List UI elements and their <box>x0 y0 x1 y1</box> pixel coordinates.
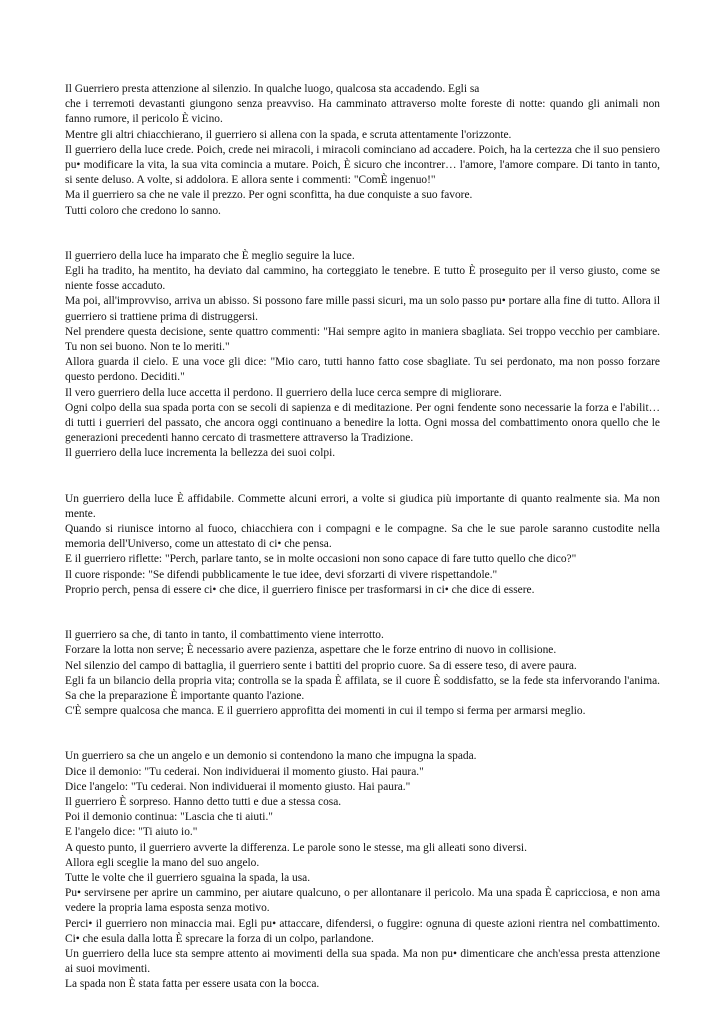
document-page <box>65 82 660 993</box>
text-line: che i terremoti devastanti giungono senza preavviso. Ha camminato attraverso molte foreste di notte: quando gli animali non fanno rumore, il pericolo È vicino. <box>65 98 660 126</box>
paragraph-section-1 <box>65 82 660 219</box>
text-line: Il guerriero È sorpreso. Hanno detto tutti e due a stessa cosa. <box>65 795 342 808</box>
text-line: E il guerriero riflette: "Perch, parlare tanto, se in molte occasioni non sono capace di fare tutto quello che dico?" <box>65 553 577 566</box>
text-line: Pu• servirsene per aprire un cammino, per aiutare qualcuno, o per allontanare il pericolo. Ma una spada È capricciosa, e non ama vedere la propria lama esposta senza motivo. <box>65 887 660 915</box>
text-line: Proprio perch, pensa di essere ci• che dice, il guerriero finisce per trasformarsi in ci• che dice di essere. <box>65 583 535 596</box>
text-line: Forzare la lotta non serve; È necessario avere pazienza, aspettare che le forze entrino di nuovo in collisione. <box>65 644 557 657</box>
text-line: Il vero guerriero della luce accetta il perdono. Il guerriero della luce cerca sempre di migliorare. <box>65 386 502 399</box>
text-line: Quando si riunisce intorno al fuoco, chiacchiera con i compagni e le compagne. Sa che le sue parole saranno custodite nella memoria dell'Universo, come un attestato di ci• che pensa. <box>65 523 660 551</box>
text-line: Ogni colpo della sua spada porta con se secoli di sapienza e di meditazione. Per ogni fendente sono necessarie la forza e l'abilit… di tutti i guerrieri del passato, che ancora oggi continuano a benedire la lotta. Ogni mossa del combattimento onora quello che le generazioni precedenti hanno cercato di trasmettere attraverso la Tradizione. <box>65 401 660 445</box>
text-line: Ma poi, all'improvviso, arriva un abisso. Si possono fare mille passi sicuri, ma un solo passo pu• portare alla fine di tutto. Allora il guerriero si trattiene prima di distruggersi. <box>65 295 660 323</box>
text-line: Il Guerriero presta attenzione al silenzio. In qualche luogo, qualcosa sta accadendo. Egli sa <box>65 83 480 95</box>
paragraph-section-3 <box>65 492 660 598</box>
text-line: Dice l'angelo: "Tu cederai. Non individuerai il momento giusto. Hai paura." <box>65 780 411 793</box>
text-line: Nel silenzio del campo di battaglia, il guerriero sente i battiti del proprio cuore. Sa di essere teso, di avere paura. <box>65 659 577 672</box>
text-line: Il guerriero della luce ha imparato che È meglio seguire la luce. <box>65 249 355 262</box>
text-line: Un guerriero della luce È affidabile. Commette alcuni errori, a volte si giudica più importante di quanto realmente sia. Ma non mente. <box>65 492 660 520</box>
text-line: Poi il demonio continua: "Lascia che ti aiuti." <box>65 811 273 824</box>
text-line: Tutte le volte che il guerriero sguaina la spada, la usa. <box>65 871 311 884</box>
text-line: Mentre gli altri chiacchierano, il guerriero si allena con la spada, e scruta attentamente l'orizzonte. <box>65 128 512 141</box>
text-line: Egli fa un bilancio della propria vita; controlla se la spada È affilata, se il cuore È soddisfatto, se la fede sta infervorando l'anima. Sa che la preparazione È importante quanto l'azione. <box>65 674 660 702</box>
text-line: Ma il guerriero sa che ne vale il prezzo. Per ogni sconfitta, ha due conquiste a suo favore. <box>65 189 473 202</box>
text-line: C'È sempre qualcosa che manca. E il guerriero approfitta dei momenti in cui il tempo si ferma per armarsi meglio. <box>65 705 586 718</box>
text-line: Un guerriero sa che un angelo e un demonio si contendono la mano che impugna la spada. <box>65 750 477 763</box>
text-line: E l'angelo dice: "Ti aiuto io." <box>65 826 198 839</box>
text-line: Il guerriero sa che, di tanto in tanto, il combattimento viene interrotto. <box>65 629 384 642</box>
paragraph-section-4 <box>65 628 660 719</box>
text-line: Il cuore risponde: "Se difendi pubblicamente le tue idee, devi sforzarti di vivere rispettandole." <box>65 568 498 581</box>
paragraph-section-5 <box>65 749 660 992</box>
text-line: Nel prendere questa decisione, sente quattro commenti: "Hai sempre agito in maniera sbagliata. Sei troppo vecchio per cambiare. Tu non sei buono. Non te lo meriti." <box>65 325 660 354</box>
text-line: A questo punto, il guerriero avverte la differenza. Le parole sono le stesse, ma gli alleati sono diversi. <box>65 841 527 854</box>
text-line: La spada non È stata fatta per essere usata con la bocca. <box>65 978 320 991</box>
text-line: Il guerriero della luce crede. Poich, crede nei miracoli, i miracoli cominciano ad accadere. Poich, ha la certezza che il suo pensiero pu• modificare la vita, la sua vita comincia a mutare. Poich, È sicuro che incontrer… l'amore, l'amore compare. Di tanto in tanto, si sente deluso. A volte, si addolora. E allora sente i commenti: "ComÈ ingenuo!" <box>65 143 660 187</box>
text-line: Tutti coloro che credono lo sanno. <box>65 204 221 217</box>
text-line: Egli ha tradito, ha mentito, ha deviato dal cammino, ha corteggiato le tenebre. E tutto È proseguito per il verso giusto, come se niente fosse accaduto. <box>65 265 660 293</box>
text-line: Dice il demonio: "Tu cederai. Non individuerai il momento giusto. Hai paura." <box>65 765 424 778</box>
text-line: Perci• il guerriero non minaccia mai. Egli pu• attaccare, difendersi, o fuggire: ognuna di queste azioni rientra nel combattimento. Ci• che esula dalla lotta È sprecare la forza di un colpo, parlandone. <box>65 917 660 945</box>
text-line: Allora guarda il cielo. E una voce gli dice: "Mio caro, tutti hanno fatto cose sbagliate. Tu sei perdonato, ma non posso forzare questo perdono. Deciditi." <box>65 356 660 384</box>
text-line: Allora egli sceglie la mano del suo angelo. <box>65 856 260 869</box>
paragraph-section-2 <box>65 249 660 462</box>
text-line: Il guerriero della luce incrementa la bellezza dei suoi colpi. <box>65 447 336 460</box>
text-line: Un guerriero della luce sta sempre attento ai movimenti della sua spada. Ma non pu• dimenticare che anch'essa presta attenzione ai suoi movimenti. <box>65 947 660 976</box>
